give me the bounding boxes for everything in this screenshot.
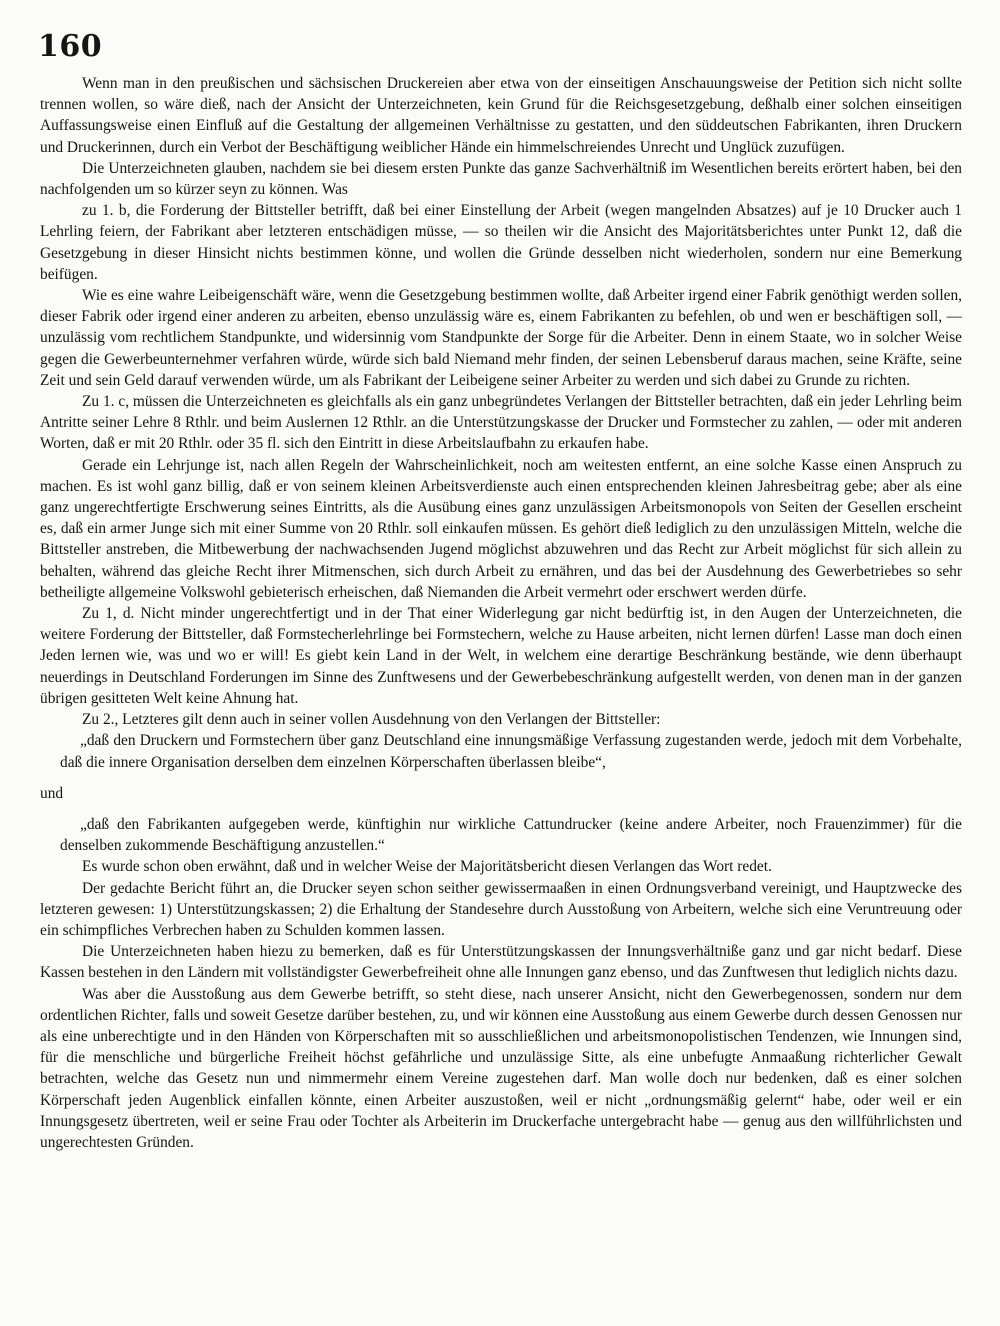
quote-2: „daß den Fabrikanten aufgegeben werde, künftighin nur wirkliche Cattundrucker (keine andere Arbeiter, noch Frauenzimmer) für die denselben zukommende Beschäftigung anzustellen.“ <box>60 815 962 855</box>
paragraph-4: Wie es eine wahre Leibeigenschäft wäre, wenn die Gesetzgebung bestimmen wollte, daß Arbeiter irgend einer Fabrik genöthigt werden sollen, dieser Fabrik oder irgend einer anderen zu arbeiten, ebenso unzulässig wäre es, einem Fabrikanten zu befehlen, ob und wen er beschäftigen soll, — unzulässig vom rechtlichem Standpunkte, und widersinnig vom Standpunkte der Sorge für die Arbeiter. Denn in einem Staate, wo in solcher Weise gegen die Gewerbeunternehmer verfahren würde, würde sich bald Niemand mehr finden, der seinen Lebensberuf daraus machen, seine Kräfte, seine Zeit und sein Geld darauf verwenden würde, um als Fabrikant der Leibeigene seiner Arbeiter zu werden und sich dabei zu Grunde zu richten. <box>40 287 962 389</box>
paragraph-12: Was aber die Ausstoßung aus dem Gewerbe betrifft, so steht diese, nach unserer Ansicht, nicht den Gewerbegenossen, sondern nur dem ordentlichen Richter, falls und soweit Gesetze darüber bestehen, zu, und wir können eine Ausstoßung aus einem Gewerbe durch dessen Genossen nur als eine unberechtigte und in den Händen von Körperschaften mit so ausschließlichen und arbeitsmonopolistischen Tendenzen, wie Innungen sind, für die menschliche und bürgerliche Freiheit höchst gefährliche und unzulässige Sitte, als eine unbefugte Anmaaßung richterlicher Gewalt betrachten, welche das Gesetz nun und nimmermehr einem Vereine zugestehen darf. Man wolle doch nur bedenken, daß es einer solchen Körperschaft jeden Augenblick einfallen könnte, einen Arbeiter auszustoßen, weil er nicht „ordnungsmäßig gelernt“ habe, oder weil er ein Innungsgesetz übertreten, weil er seine Frau oder Tochter als Arbeiterin im Druckerfache untergebracht habe — genug aus den willführlichsten und ungerechtesten Gründen. <box>40 985 962 1151</box>
conjunction-und: und <box>40 784 64 802</box>
paragraph-1: Wenn man in den preußischen und sächsischen Druckereien aber etwa von der einseitigen Anschauungsweise der Petition sich nicht sollte trennen wollen, so wäre dieß, nach der Ansicht der Unterzeichneten, kein Grund für die Reichsgesetzgebung, deßhalb einer solchen einseitigen Auffassungsweise einen Einfluß auf die Gestaltung der allgemeinen Verhältnisse zu gestatten, und den süddeutschen Fabrikanten, ihren Druckern und Druckerinnen, durch ein Verbot der Beschäftigung weiblicher Hände ein himmelschreiendes Unrecht und Unglück zuzufügen. <box>40 75 962 156</box>
paragraph-7: Zu 1, d. Nicht minder ungerechtfertigt und in der That einer Widerlegung gar nicht bedürftig ist, in den Augen der Unterzeichneten, die weitere Forderung der Bittsteller, daß Formstecherlehrlinge bei Formstechern, welche zu Hause arbeiten, nicht lernen dürfen! Lasse man doch einen Jeden lernen wie, was und wo er will! Es giebt kein Land in der Welt, in welchem eine derartige Beschränkung bestände, wie denn überhaupt neuerdings in Deutschland Forderungen im Sinne des Zunftwesens und der Gewerbebeschränkung aufgestellt werden, von denen man in der ganzen übrigen gesitteten Welt keine Ahnung hat. <box>40 605 962 707</box>
paragraph-8: Zu 2., Letzteres gilt denn auch in seiner vollen Ausdehnung von den Verlangen der Bittsteller: <box>82 711 661 729</box>
paragraph-5: Zu 1. c, müssen die Unterzeichneten es gleichfalls als ein ganz unbegründetes Verlangen der Bittsteller betrachten, daß ein jeder Lehrling beim Antritte seiner Lehre 8 Rthlr. und beim Auslernen 12 Rthlr. an die Unterstützungskasse der Drucker und Formstecher zu zahlen, — oder mit anderen Worten, daß er mit 20 Rthlr. oder 35 fl. sich den Eintritt in diese Arbeitslaufbahn zu erkaufen habe. <box>40 393 962 453</box>
paragraph-11: Die Unterzeichneten haben hiezu zu bemerken, daß es für Unterstützungskassen der Innungsverhältniße ganz und gar nicht bedarf. Diese Kassen bestehen in den Ländern mit vollständigster Gewerbefreiheit ohne alle Innungen ganz ebenso, und das Zunftwesen thut lediglich nichts dazu. <box>40 943 962 982</box>
quote-1: „daß den Druckern und Formstechern über ganz Deutschland eine innungsmäßige Verfassung zugestanden werde, jedoch mit dem Vorbehalte, daß die innere Organisation derselben dem einzelnen Körperschaften überlassen bleibe“, <box>60 732 962 771</box>
page-number: 160 <box>38 29 103 64</box>
paragraph-6: Gerade ein Lehrjunge ist, nach allen Regeln der Wahrscheinlichkeit, noch am weitesten entfernt, an eine solche Kasse einen Anspruch zu machen. Es ist wohl ganz billig, daß er von seinem kleinen Arbeitsverdienste auch einen entsprechenden kleinen Jahresbeitrag gebe; aber als eine ganz ungerechtfertigte Erschwerung seines Eintritts, als die Ausübung eines ganz unzulässigen Arbeitsmonopols von Seiten der Gesellen erscheint es, daß ein armer Junge sich mit einer Summe von 20 Rthlr. soll einkaufen müssen. Es gehört dieß lediglich zu den unzulässigen Mitteln, welche die Bittsteller anstreben, die Mitbewerbung der nachwachsenden Jugend möglichst abzuwehren und das Recht zur Arbeit möglichst für sich allein zu behalten, während das gleiche Recht ihrer Mitmenschen, sich durch Arbeit zu ernähren, und das bei der Ausdehnung des Gewerbetriebes so sehr betheiligte allgemeine Volkswohl gebieterisch erheischen, daß Niemanden die Arbeit vermehrt oder erschwert werden dürfe. <box>40 456 962 601</box>
paragraph-2: Die Unterzeichneten glauben, nachdem sie bei diesem ersten Punkte das ganze Sachverhältniß im Wesentlichen bereits erörtert haben, bei den nachfolgenden um so kürzer seyn zu können. Was <box>40 159 962 199</box>
document-body <box>40 73 962 1153</box>
paragraph-10: Der gedachte Bericht führt an, die Drucker seyen schon seither gewissermaaßen in einen Ordnungsverband vereinigt, und Hauptzwecke des letzteren gewesen: 1) Unterstützungskassen; 2) die Erhaltung der Standesehre durch Ausstoßung von Arbeitern, welche sich eine Veruntreuung oder ein schimpfliches Verbrechen haben zu Schulden kommen lassen. <box>40 879 962 939</box>
paragraph-3: zu 1. b, die Forderung der Bittsteller betrifft, daß bei einer Einstellung der Arbeit (wegen mangelnden Absatzes) auf je 10 Drucker auch 1 Lehrling feiern, der Fabrikant aber letzteren entschädigen müsse, — so theilen wir die Ansicht des Majoritätsberichtes unter Punkt 12, daß die Gesetzgebung in dieser Hinsicht nichts bestimmen könne, und wollen die Gründe desselben nicht wiederholen, sondern nur eine Bemerkung beifügen. <box>40 202 962 283</box>
paragraph-9: Es wurde schon oben erwähnt, daß und in welcher Weise der Majoritätsbericht diesen Verlangen das Wort redet. <box>82 858 772 876</box>
